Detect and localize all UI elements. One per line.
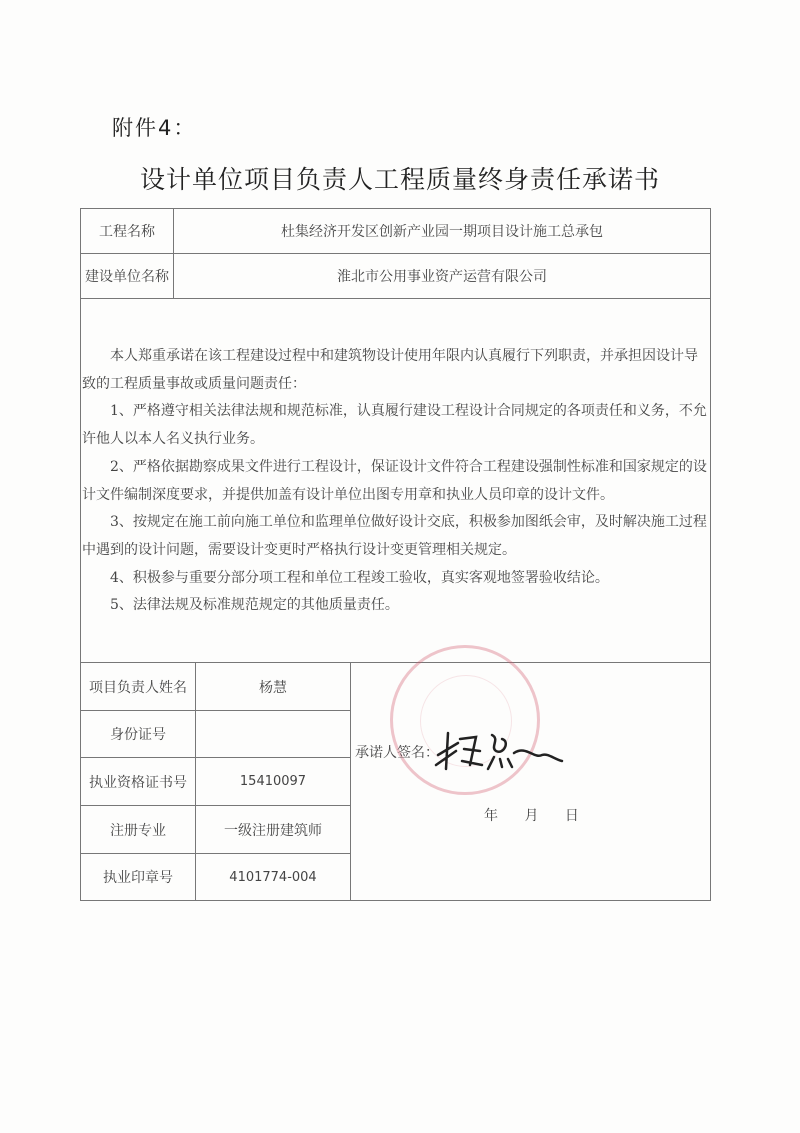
- person-name-label: 项目负责人姓名: [80, 662, 196, 711]
- commitment-item: 5、法律法规及标准规范规定的其他质量责任。: [110, 597, 399, 614]
- certificate-label: 执业资格证书号: [80, 757, 196, 806]
- commitment-item: 1、严格遵守相关法律法规和规范标准，认真履行建设工程设计合同规定的各项责任和义务，不允许他人以本人名义执行业务。: [82, 403, 707, 448]
- person-name-value: 杨慧: [195, 662, 351, 711]
- id-number-value: [195, 710, 351, 758]
- project-label: 工程名称: [80, 208, 174, 254]
- document-title: 设计单位项目负责人工程质量终身责任承诺书: [139, 165, 660, 194]
- commitment-item: 3、按规定在施工前向施工单位和监理单位做好设计交底，积极参加图纸会审，及时解决施工过程中遇到的设计问题，需要设计变更时严格执行设计变更管理相关规定。: [82, 514, 707, 558]
- specialty-label: 注册专业: [80, 805, 196, 854]
- commitment-item: 4、积极参与重要分部分项工程和单位工程竣工验收，真实客观地签署验收结论。: [110, 569, 609, 586]
- id-number-label: 身份证号: [80, 710, 196, 758]
- commitment-intro: 本人郑重承诺在该工程建设过程中和建筑物设计使用年限内认真履行下列职责，并承担因设计导致的工程质量事故或质量问题责任：: [82, 348, 698, 392]
- handwritten-signature: [430, 725, 570, 775]
- project-value: 杜集经济开发区创新产业园一期项目设计施工总承包: [173, 208, 711, 254]
- signature-label: 承诺人签名：: [355, 745, 439, 761]
- certificate-value: 15410097: [195, 757, 351, 806]
- commitment-text: [82, 343, 710, 620]
- attachment-label: 附件4：: [112, 116, 197, 140]
- seal-number-label: 执业印章号: [80, 853, 196, 901]
- specialty-value: 一级注册建筑师: [195, 805, 351, 854]
- seal-number-value: 4101774-004: [195, 853, 351, 901]
- client-value: 淮北市公用事业资产运营有限公司: [173, 253, 711, 299]
- date-line: 年 月 日: [484, 808, 579, 824]
- client-label: 建设单位名称: [80, 253, 174, 299]
- commitment-item: 2、严格依据勘察成果文件进行工程设计，保证设计文件符合工程建设强制性标准和国家规定的设计文件编制深度要求，并提供加盖有设计单位出图专用章和执业人员印章的设计文件。: [82, 458, 707, 503]
